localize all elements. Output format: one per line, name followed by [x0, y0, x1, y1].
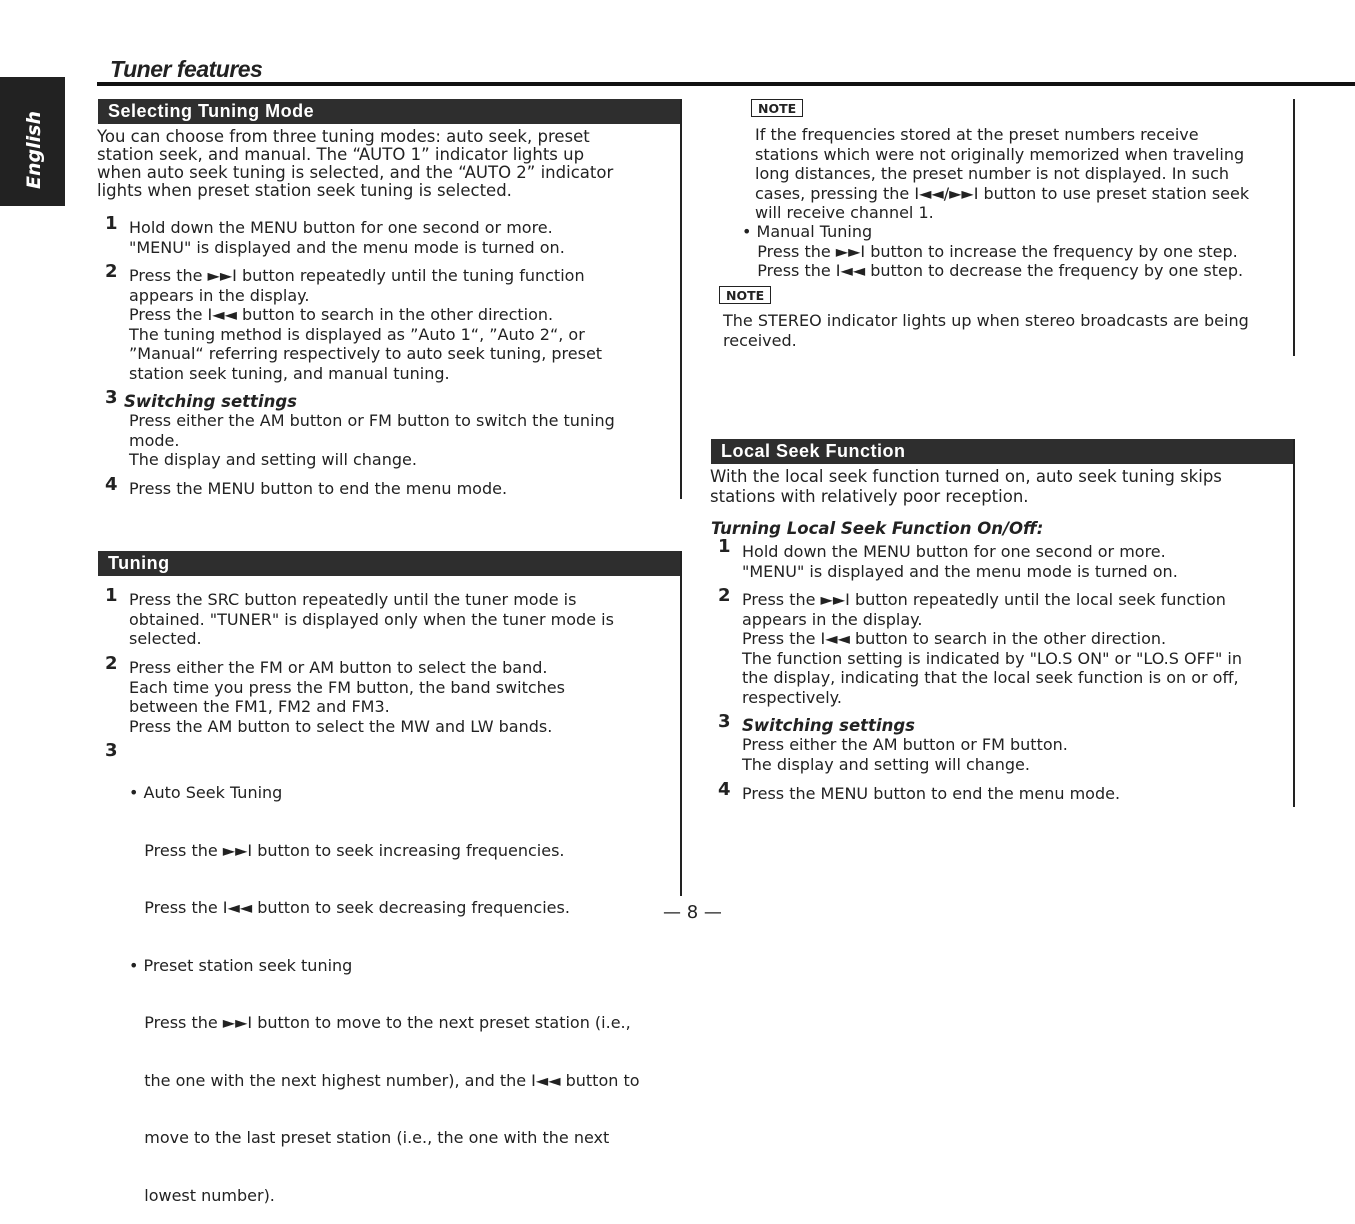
- step-number: 2: [718, 585, 731, 606]
- step-line: Press the MENU button to end the menu mode.: [129, 479, 508, 498]
- step-line: Press the I◄◄ button to seek decreasing frequencies.: [129, 898, 570, 917]
- column-rule: [680, 99, 682, 499]
- step-line: the display, indicating that the local seek function is on or off,: [742, 668, 1239, 687]
- step-text: [129, 218, 565, 257]
- title-rule: [97, 82, 1355, 86]
- note-line: will receive channel 1.: [755, 203, 934, 222]
- step-line: move to the last preset station (i.e., the one with the next: [129, 1128, 610, 1147]
- step-number: 2: [105, 653, 118, 674]
- intro-line: when auto seek tuning is selected, and the “AUTO 2” indicator: [97, 163, 614, 182]
- page-title: Tuner features: [110, 56, 263, 82]
- note-line: If the frequencies stored at the preset numbers receive: [755, 125, 1199, 144]
- step-text: [129, 590, 614, 649]
- column-rule: [1293, 99, 1295, 356]
- step-line: Press either the FM or AM button to select the band.: [129, 658, 548, 677]
- step-line: appears in the display.: [129, 285, 310, 305]
- step-subheading: Switching settings: [124, 392, 297, 411]
- step-line: • Auto Seek Tuning: [129, 783, 283, 802]
- note-line: long distances, the preset number is not displayed. In such: [755, 164, 1230, 183]
- step-line: Each time you press the FM button, the band switches: [129, 677, 565, 697]
- intro-line: With the local seek function turned on, auto seek tuning skips: [710, 467, 1222, 486]
- step-text: [129, 479, 507, 499]
- manual-line: Press the ►►I button to increase the frequency by one step.: [742, 241, 1238, 261]
- step-line: mode.: [129, 430, 180, 450]
- step-number: 1: [105, 213, 118, 234]
- step-text: [129, 745, 640, 1224]
- step-line: The display and setting will change.: [129, 450, 417, 469]
- local-seek-intro: [710, 467, 1222, 506]
- step-number: 1: [718, 536, 731, 557]
- note-text: [723, 311, 1249, 350]
- language-tab-label-wrap: [19, 105, 49, 195]
- manual-line: • Manual Tuning: [742, 222, 873, 241]
- step-text: [129, 411, 615, 470]
- manual-line: Press the I◄◄ button to decrease the frequency by one step.: [742, 261, 1244, 280]
- section-heading-selecting-tuning-mode: Selecting Tuning Mode: [98, 99, 682, 124]
- step-number: 4: [718, 779, 731, 800]
- step-line: "MENU" is displayed and the menu mode is turned on.: [129, 237, 565, 257]
- step-line: The tuning method is displayed as ”Auto 1“, ”Auto 2“, or: [129, 324, 585, 344]
- manual-tuning-text: [742, 222, 1243, 281]
- step-line: Press the AM button to select the MW and LW bands.: [129, 716, 553, 736]
- step-number: 3: [105, 740, 118, 761]
- step-number: 2: [105, 261, 118, 282]
- step-line: Hold down the MENU button for one second or more.: [742, 542, 1166, 561]
- note-line: The STEREO indicator lights up when stereo broadcasts are being: [723, 311, 1249, 330]
- step-line: The function setting is indicated by "LO.S ON" or "LO.S OFF" in: [742, 648, 1243, 668]
- step-line: lowest number).: [129, 1185, 275, 1205]
- step-line: Press the MENU button to end the menu mode.: [742, 784, 1121, 803]
- step-line: Press the ►►I button to seek increasing frequencies.: [129, 840, 565, 860]
- step-line: Press the ►►I button repeatedly until the local seek function: [742, 590, 1226, 609]
- language-tab-label: English: [23, 111, 45, 189]
- step-line: respectively.: [742, 687, 842, 707]
- local-seek-subheading: Turning Local Seek Function On/Off:: [711, 519, 1044, 538]
- step-number: 4: [105, 474, 118, 495]
- intro-line: stations with relatively poor reception.: [710, 486, 1029, 506]
- step-line: the one with the next highest number), and the I◄◄ button to: [129, 1070, 640, 1090]
- step-line: Press either the AM button or FM button.: [742, 735, 1068, 754]
- step-line: Press the SRC button repeatedly until the tuner mode is: [129, 590, 577, 609]
- note-text: [755, 125, 1249, 223]
- note-line: stations which were not originally memorized when traveling: [755, 144, 1245, 164]
- step-line: selected.: [129, 629, 202, 648]
- column-rule: [680, 551, 682, 896]
- intro-line: lights when preset station seek tuning is selected.: [97, 181, 512, 200]
- step-text: [742, 735, 1068, 774]
- step-line: Hold down the MENU button for one second or more.: [129, 218, 553, 237]
- step-number: 3: [105, 387, 118, 408]
- step-line: • Preset station seek tuning: [129, 955, 353, 975]
- step-text: [742, 542, 1178, 581]
- note-label: NOTE: [751, 99, 803, 117]
- step-line: Press the ►►I button to move to the next preset station (i.e.,: [129, 1013, 631, 1032]
- step-line: between the FM1, FM2 and FM3.: [129, 697, 390, 716]
- step-text: [742, 590, 1242, 707]
- section-heading-local-seek: Local Seek Function: [711, 439, 1295, 464]
- intro-line: You can choose from three tuning modes: auto seek, preset: [97, 127, 590, 146]
- step-number: 1: [105, 585, 118, 606]
- step-text: [129, 266, 602, 383]
- step-line: obtained. "TUNER" is displayed only when the tuner mode is: [129, 609, 614, 629]
- intro-line: station seek, and manual. The “AUTO 1” indicator lights up: [97, 145, 585, 164]
- note-line: received.: [723, 330, 797, 350]
- page-number: — 8 —: [663, 902, 722, 923]
- step-line: The display and setting will change.: [742, 754, 1030, 774]
- step-line: appears in the display.: [742, 609, 923, 629]
- column-rule: [1293, 439, 1295, 807]
- step-subheading: Switching settings: [742, 716, 915, 735]
- selecting-tuning-mode-intro: [97, 128, 613, 200]
- step-line: Press either the AM button or FM button to switch the tuning: [129, 411, 615, 430]
- step-line: ”Manual“ referring respectively to auto seek tuning, preset: [129, 344, 603, 363]
- step-line: Press the ►►I button repeatedly until the tuning function: [129, 266, 585, 285]
- step-line: Press the I◄◄ button to search in the other direction.: [129, 305, 554, 324]
- note-line: cases, pressing the I◄◄/►►I button to use preset station seek: [755, 183, 1250, 203]
- note-label: NOTE: [719, 286, 771, 304]
- step-line: "MENU" is displayed and the menu mode is turned on.: [742, 561, 1178, 581]
- step-number: 3: [718, 711, 731, 732]
- section-heading-tuning: Tuning: [98, 551, 682, 576]
- step-line: Press the I◄◄ button to search in the other direction.: [742, 629, 1167, 648]
- step-text: [742, 784, 1120, 804]
- step-line: station seek tuning, and manual tuning.: [129, 363, 450, 383]
- step-text: [129, 658, 565, 736]
